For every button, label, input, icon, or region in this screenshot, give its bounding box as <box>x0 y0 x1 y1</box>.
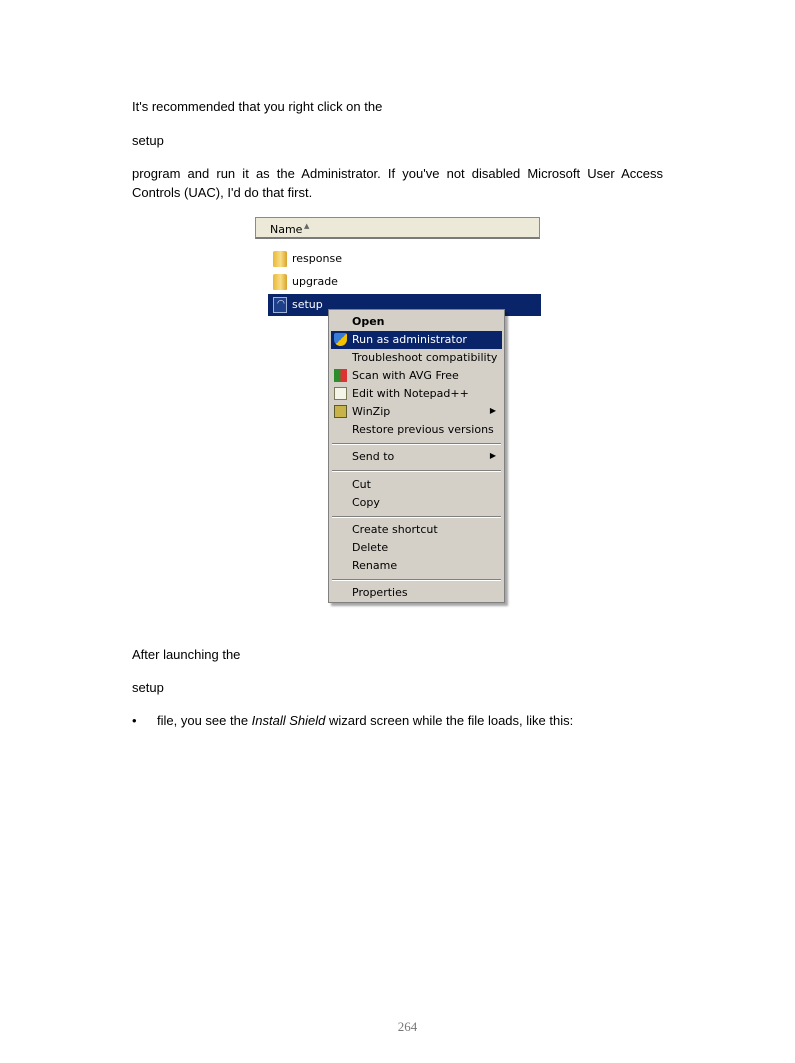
menu-item-rename[interactable] <box>331 557 502 575</box>
setup-app-icon: ◠ <box>273 297 287 313</box>
bullet-text-after: wizard screen while the file loads, like this: <box>325 713 574 728</box>
folder-icon <box>273 274 287 290</box>
menu-item-scan-avg[interactable] <box>331 367 502 385</box>
menu-item-cut[interactable] <box>331 476 502 494</box>
bullet-text-before: file, you see the <box>157 713 252 728</box>
menu-item-label: Create shortcut <box>352 523 438 536</box>
paragraph-setup-word-2: setup <box>132 680 164 695</box>
menu-item-label: Copy <box>352 496 380 509</box>
menu-item-label: Open <box>352 315 385 328</box>
paragraph-setup-word: setup <box>132 133 164 148</box>
menu-item-label: Run as administrator <box>352 333 467 346</box>
menu-item-copy[interactable] <box>331 494 502 512</box>
name-column-header[interactable] <box>255 217 540 239</box>
menu-item-label: Send to <box>352 450 395 463</box>
menu-item-label: Scan with AVG Free <box>352 369 459 382</box>
file-item-upgrade[interactable] <box>268 271 541 293</box>
menu-item-run-as-administrator[interactable] <box>331 331 502 349</box>
menu-item-send-to[interactable] <box>331 448 502 466</box>
paragraph-intro: It's recommended that you right click on the <box>132 99 383 114</box>
menu-item-create-shortcut[interactable] <box>331 521 502 539</box>
menu-item-winzip[interactable] <box>331 403 502 421</box>
file-name: upgrade <box>292 275 338 288</box>
column-header-label: Name <box>270 223 303 236</box>
paragraph-after-launching: After launching the <box>132 647 241 662</box>
submenu-arrow-icon: ▶ <box>489 406 496 415</box>
folder-icon <box>273 251 287 267</box>
menu-item-label: Delete <box>352 541 389 554</box>
notepad-icon <box>334 387 347 400</box>
file-name: setup <box>292 298 323 311</box>
page-number: 264 <box>397 1019 418 1034</box>
menu-item-edit-notepad[interactable] <box>331 385 502 403</box>
menu-separator <box>332 516 501 518</box>
menu-item-restore[interactable] <box>331 421 502 439</box>
sort-ascending-icon: ▲ <box>304 222 310 230</box>
menu-separator <box>332 443 501 445</box>
file-item-response[interactable] <box>268 248 541 270</box>
menu-item-label: WinZip <box>352 405 391 418</box>
menu-item-troubleshoot[interactable] <box>331 349 502 367</box>
menu-item-label: Rename <box>352 559 398 572</box>
context-menu <box>328 309 505 603</box>
menu-item-label: Cut <box>352 478 371 491</box>
menu-item-label: Properties <box>352 586 408 599</box>
menu-item-label: Troubleshoot compatibility <box>352 351 498 364</box>
avg-icon <box>334 369 347 382</box>
bullet-marker: • <box>132 713 137 728</box>
winzip-icon <box>334 405 347 418</box>
uac-shield-icon <box>334 333 347 346</box>
file-name: response <box>292 252 342 265</box>
menu-item-delete[interactable] <box>331 539 502 557</box>
menu-item-label: Restore previous versions <box>352 423 494 436</box>
menu-item-label: Edit with Notepad++ <box>352 387 469 400</box>
submenu-arrow-icon: ▶ <box>489 451 496 460</box>
menu-separator <box>332 579 501 581</box>
bullet-text <box>157 711 663 730</box>
context-menu-screenshot <box>255 217 542 607</box>
menu-item-properties[interactable] <box>331 584 502 602</box>
menu-separator <box>332 470 501 472</box>
bullet-text-italic: Install Shield <box>251 713 326 728</box>
menu-item-open[interactable] <box>331 313 502 331</box>
paragraph-run-as-admin: program and run it as the Administrator. If you've not disabled Microsoft User Access Controls (UAC), I'd do that first. <box>132 166 663 200</box>
